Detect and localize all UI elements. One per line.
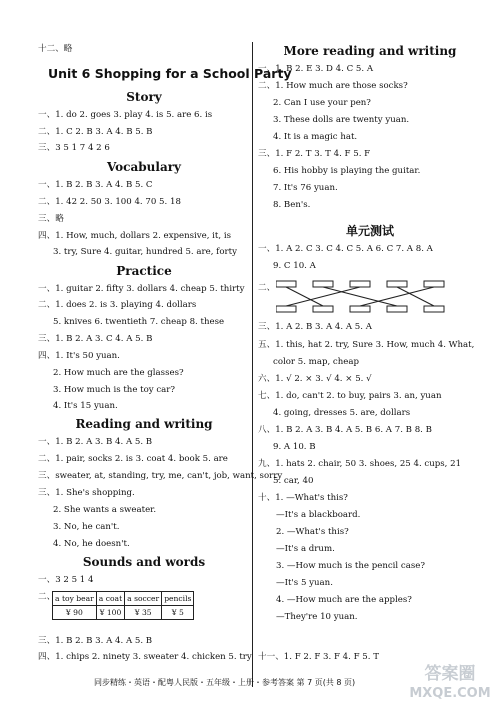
svg-text:MXQE.COM: MXQE.COM — [409, 686, 491, 701]
unit-test-line: 十一、1. F 2. F 3. F 4. F 5. T — [258, 652, 379, 662]
more-line: 一、1. B 2. E 3. D 4. C 5. A — [258, 64, 374, 74]
price-table-item: a coat — [96, 592, 124, 606]
reading-writing-line: 二、1. pair, socks 2. is 3. coat 4. book 5. are — [38, 454, 228, 464]
match-line — [397, 287, 434, 306]
unit-test-line: 二、 — [258, 283, 276, 293]
unit-test-line: 4. going, dresses 5. are, dollars — [273, 408, 411, 418]
reading-writing-line: 三、sweater, at, standing, try, me, can't, job, want, sorry — [38, 471, 283, 481]
price-table-price: ¥ 35 — [125, 606, 162, 620]
match-box-top — [276, 281, 296, 287]
match-box-bottom — [276, 306, 296, 312]
price-table — [52, 591, 194, 620]
practice-line: 2. How much are the glasses? — [53, 368, 184, 378]
unit-test-line: 六、1. √ 2. × 3. √ 4. × 5. √ — [258, 374, 372, 384]
unit-test-heading: 单元测试 — [345, 224, 394, 238]
reading-writing-heading: Reading and writing — [75, 417, 213, 431]
story-line: 一、1. do 2. goes 3. play 4. is 5. are 6. is — [38, 110, 213, 120]
practice-line: 二、1. does 2. is 3. playing 4. dollars — [38, 300, 197, 310]
practice-line: 三、1. B 2. A 3. C 4. A 5. B — [38, 334, 153, 344]
unit-title: Unit 6 Shopping for a School Party — [48, 66, 292, 81]
reading-writing-line: 3. No, he can't. — [53, 522, 120, 532]
price-table-item: a toy bear — [53, 592, 97, 606]
unit-test-line: 2. —What's this? — [276, 527, 349, 537]
unit-test-line: 三、1. A 2. B 3. A 4. A 5. A — [258, 322, 372, 332]
story-line: 三、3 5 1 7 4 2 6 — [38, 143, 110, 153]
match-box-top — [424, 281, 444, 287]
unit-test-line: —They're 10 yuan. — [276, 612, 358, 622]
unit-test-line: 4. —How much are the apples? — [276, 595, 412, 605]
more-line: 三、1. F 2. T 3. T 4. F 5. F — [258, 149, 371, 159]
more-reading-writing-heading: More reading and writing — [283, 44, 457, 58]
more-line: 6. His hobby is playing the guitar. — [273, 166, 421, 176]
watermark-logo — [404, 659, 496, 703]
unit-test-line: 七、1. do, can't 2. to buy, pairs 3. an, yuan — [258, 391, 442, 401]
practice-line: 四、1. It's 50 yuan. — [38, 351, 120, 361]
unit-test-line: color 5. map, cheap — [273, 357, 359, 367]
vocabulary-line: 一、1. B 2. B 3. A 4. B 5. C — [38, 180, 153, 190]
match-line — [286, 287, 360, 306]
story-heading: Story — [126, 90, 162, 104]
practice-line: 4. It's 15 yuan. — [53, 401, 118, 411]
match-box-bottom — [424, 306, 444, 312]
svg-text:答案圈: 答案圈 — [424, 664, 476, 684]
sounds-words-line: 四、1. chips 2. ninety 3. sweater 4. chicken 5. try — [38, 652, 252, 662]
reading-writing-line: 2. She wants a sweater. — [53, 505, 157, 515]
price-table-price: ¥ 5 — [162, 606, 194, 620]
unit-test-line: 九、1. hats 2. chair, 50 3. shoes, 25 4. cups, 21 — [258, 459, 462, 469]
unit-test-line: 八、1. B 2. A 3. B 4. A 5. B 6. A 7. B 8. B — [258, 425, 432, 435]
more-line: 二、1. How much are those socks? — [258, 81, 408, 91]
more-line: 4. It is a magic hat. — [273, 132, 358, 142]
reading-writing-line: 三、1. She's shopping. — [38, 488, 135, 498]
match-line — [323, 287, 397, 306]
match-box-top — [387, 281, 407, 287]
sounds-words-line: 一、3 2 5 1 4 — [38, 575, 94, 585]
practice-line: 3. How much is the toy car? — [53, 385, 176, 395]
page-footer: 同步精练・英语・配粤人民版・五年级・上册・参考答案 第 7 页(共 8 页) — [94, 678, 356, 687]
vocabulary-line: 二、1. 42 2. 50 3. 100 4. 70 5. 18 — [38, 197, 181, 207]
match-line — [286, 287, 323, 306]
sounds-words-line: 三、1. B 2. B 3. A 4. A 5. B — [38, 636, 153, 646]
unit-test-line: 3. —How much is the pencil case? — [276, 561, 425, 571]
top-note: 十二、略 — [38, 44, 73, 54]
sounds-words-line: 二、 — [38, 592, 56, 602]
more-line: 7. It's 76 yuan. — [273, 183, 338, 193]
match-box-top — [313, 281, 333, 287]
unit-test-line: —It's 5 yuan. — [276, 578, 333, 588]
match-line — [360, 287, 434, 306]
practice-line: 一、1. guitar 2. fifty 3. dollars 4. cheap 5. thirty — [38, 284, 245, 294]
reading-writing-line: 4. No, he doesn't. — [53, 539, 130, 549]
column-divider — [252, 42, 253, 687]
matching-diagram — [276, 279, 446, 315]
price-table-item: pencils — [162, 592, 194, 606]
match-box-bottom — [313, 306, 333, 312]
vocabulary-line: 三、略 — [38, 214, 64, 224]
match-box-bottom — [387, 306, 407, 312]
practice-line: 5. knives 6. twentieth 7. cheap 8. these — [53, 317, 225, 327]
price-table-item: a soccer — [125, 592, 162, 606]
more-line: 3. These dolls are twenty yuan. — [273, 115, 410, 125]
vocabulary-heading: Vocabulary — [106, 160, 182, 174]
match-box-top — [350, 281, 370, 287]
match-box-bottom — [350, 306, 370, 312]
unit-test-line: 十、1. —What's this? — [258, 493, 348, 503]
more-line: 8. Ben's. — [273, 200, 311, 210]
vocabulary-line: 3. try, Sure 4. guitar, hundred 5. are, forty — [53, 247, 237, 257]
sounds-words-heading: Sounds and words — [82, 555, 206, 569]
price-table-price: ¥ 90 — [53, 606, 97, 620]
unit-test-line: 5. car, 40 — [273, 476, 314, 486]
unit-test-line: 五、1. this, hat 2. try, Sure 3. How, much 4. What, — [258, 340, 475, 350]
more-line: 2. Can I use your pen? — [273, 98, 371, 108]
vocabulary-line: 四、1. How, much, dollars 2. expensive, it, is — [38, 231, 231, 241]
price-table-price: ¥ 100 — [96, 606, 124, 620]
unit-test-line: —It's a blackboard. — [276, 510, 361, 520]
unit-test-line: 9. A 10. B — [273, 442, 316, 452]
unit-test-line: —It's a drum. — [276, 544, 335, 554]
reading-writing-line: 一、1. B 2. A 3. B 4. A 5. B — [38, 437, 153, 447]
unit-test-line: 9. C 10. A — [273, 261, 316, 271]
story-line: 二、1. C 2. B 3. A 4. B 5. B — [38, 127, 153, 137]
unit-test-line: 一、1. A 2. C 3. C 4. C 5. A 6. C 7. A 8. A — [258, 244, 433, 254]
practice-heading: Practice — [116, 264, 172, 278]
